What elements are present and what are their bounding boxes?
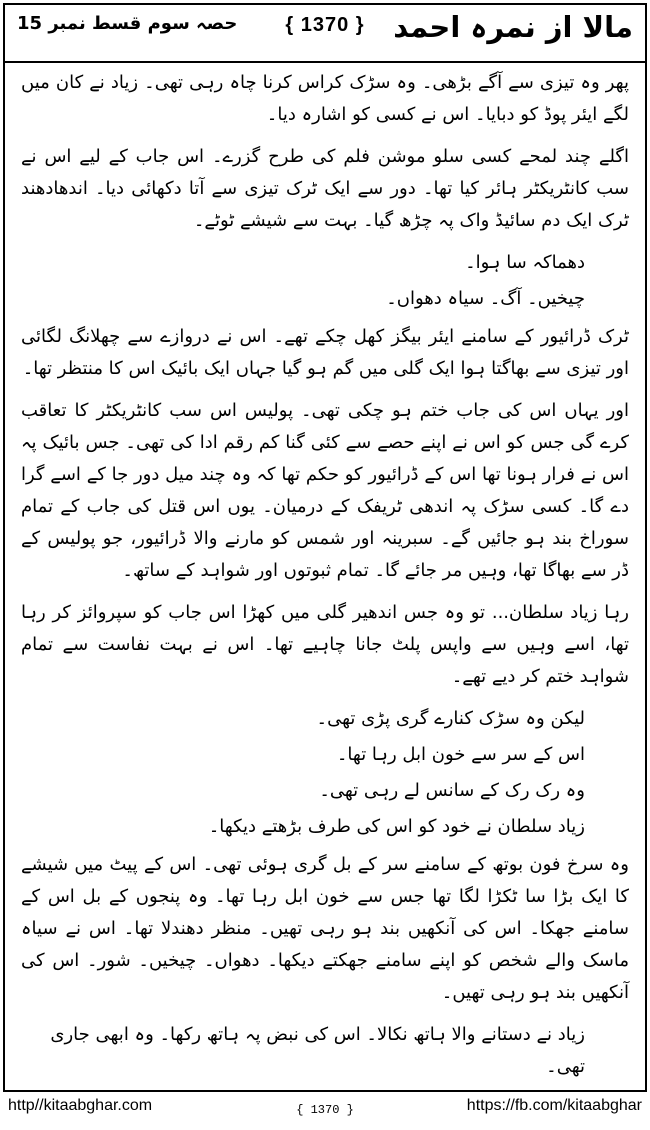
- page-footer: [0, 1092, 650, 1130]
- paragraph: لیکن وہ سڑک کنارے گری پڑی تھی۔: [316, 708, 585, 729]
- paragraph: اگلے چند لمحے کسی سلو موشن فلم کی طرح گزرے۔ اس جاب کے لیے اس نے سب کانٹریکٹر ہائر کیا تھا۔ دور سے ایک ٹرک تیزی سے آتا دکھائی دیا۔ اندھادھند ٹرک ایک دم سائیڈ واک پہ چڑھ گیا۔ بہت سے شیشے ٹوٹے۔: [21, 146, 629, 231]
- footer-page-number: { 1370 }: [296, 1103, 354, 1117]
- paragraph: اس کے سر سے خون ابل رہا تھا۔: [336, 744, 585, 765]
- facebook-page-link[interactable]: https://fb.com/kitaabghar: [466, 1097, 642, 1114]
- paragraph: ٹرک ڈرائیور کے سامنے ایئر بیگز کھل چکے تھے۔ اس نے دروازے سے چھلانگ لگائی اور تیزی سے بھاگتا ہوا ایک گلی میں گم ہو گیا جہاں ایک بائیک اس کا منتظر تھا۔: [21, 326, 629, 379]
- book-title: مالا از نمرہ احمد: [393, 10, 633, 44]
- paragraph: چیخیں۔ آگ۔ سیاہ دھواں۔: [386, 288, 585, 309]
- header-page-number: { 1370 }: [285, 14, 365, 36]
- paragraph: وہ رک رک کے سانس لے رہی تھی۔: [319, 780, 585, 801]
- paragraph: زیاد سلطان نے خود کو اس کی طرف بڑھتے دیکھا۔: [208, 816, 585, 837]
- paragraph: رہا زیاد سلطان... تو وہ جس اندھیر گلی میں کھڑا اس جاب کو سپروائز کر رہا تھا، اسے وہیں سے واپس پلٹ جانا چاہیے تھا۔ اس نے بہت نفاست سے تمام شواہد ختم کر دیے تھے۔: [21, 602, 629, 687]
- episode-label: حصہ سوم قسط نمبر 15: [17, 13, 238, 34]
- paragraph: پھر وہ تیزی سے آگے بڑھی۔ وہ سڑک کراس کرنا چاہ رہی تھی۔ زیاد نے کان میں لگے ایئر پوڈ کو دبایا۔ اس نے کسی کو اشارہ دیا۔: [21, 72, 629, 125]
- paragraph: وہ سرخ فون بوتھ کے سامنے سر کے بل گری ہوئی تھی۔ اس کے پیٹ میں شیشے کا ایک بڑا سا ٹکڑا لگا تھا جس سے خون ابل رہا تھا۔ وہ پنجوں کے بل اس کے سامنے جھکا۔ اس کی آنکھیں بند ہو رہی تھیں۔ منظر دھندلا تھا۔ اس نے سیاہ ماسک والے شخص کو اپنے سامنے جھکتے دیکھا۔ دھواں۔ چیخیں۔ شور۔ اس کی آنکھیں بند ہو رہی تھیں۔: [21, 854, 629, 1003]
- page-header: [5, 5, 645, 63]
- paragraph: زیاد نے دستانے والا ہاتھ نکالا۔ اس کی نبض پہ ہاتھ رکھا۔ وہ ابھی جاری تھی۔: [50, 1024, 585, 1077]
- kitaabghar-site-link[interactable]: http//kitaabghar.com: [8, 1097, 153, 1114]
- paragraph: دھماکہ سا ہوا۔: [465, 252, 585, 273]
- paragraph: اور یہاں اس کی جاب ختم ہو چکی تھی۔ پولیس اس سب کانٹریکٹر کا تعاقب کرے گی جس کو اس نے اپنے حصے سے کئی گنا کم رقم ادا کی تھی۔ جس بائیک پہ اس نے فرار ہونا تھا اس کے ڈرائیور کو حکم تھا کہ وہ چند میل دور جا کے اسے گرا دے گا۔ کسی سڑک پہ اندھی ٹریفک کے درمیان۔ یوں اس قتل کی جاب کے تمام سوراخ بند ہو جائیں گے۔ سبرینہ اور شمس کو مارنے والا ڈرائیور، جو پولیس کے ڈر سے بھاگا تھا، وہیں مر جائے گا۔ تمام ثبوتوں اور شواہد کے ساتھ۔: [21, 400, 629, 581]
- page-content: [21, 67, 629, 1080]
- page-border: [3, 3, 647, 1092]
